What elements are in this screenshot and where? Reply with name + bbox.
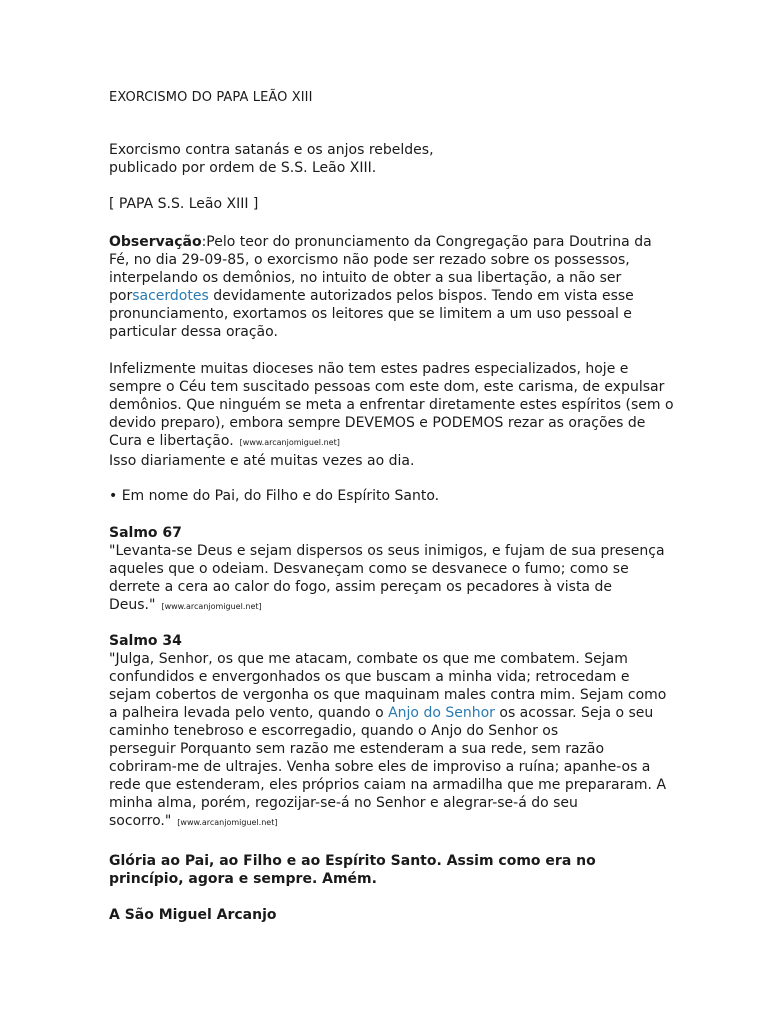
salmo-34-line <box>109 812 669 832</box>
observacao-text: :Pelo teor do pronunciamento da Congregação para Doutrina da <box>201 234 652 250</box>
salmo-34-line: confundidos e envergonhados os que buscam a minha vida; retrocedam e <box>109 669 630 685</box>
infelizmente-line: demônios. Que ninguém se meta a enfrentar diretamente estes espíritos (sem o <box>109 397 674 413</box>
bullet-invocation: • Em nome do Pai, do Filho e do Espírito Santo. <box>109 488 440 504</box>
observacao-line: interpelando os demônios, no intuito de obter a sua libertação, a não ser <box>109 270 622 286</box>
attribution: [ PAPA S.S. Leão XIII ] <box>109 196 259 212</box>
infelizmente-line: Isso diariamente e até muitas vezes ao dia. <box>109 453 415 469</box>
salmo-34-line: sejam cobertos de vergonha os que maquinam males contra mim. Sejam como <box>109 687 667 703</box>
infelizmente-line <box>109 432 669 452</box>
salmo-34-line: caminho tenebroso e escorregadio, quando o Anjo do Senhor os <box>109 723 559 739</box>
sao-miguel-heading: A São Miguel Arcanjo <box>109 907 277 923</box>
salmo-67-section <box>109 524 669 616</box>
salmo-34-line: minha alma, porém, regozijar-se-á no Senhor e alegrar-se-á do seu <box>109 795 578 811</box>
salmo-34-section <box>109 632 669 832</box>
salmo-67-line: aqueles que o odeiam. Desvaneçam como se desvanece o fumo; como se <box>109 561 629 577</box>
salmo-67-line <box>109 596 669 616</box>
salmo-67-heading: Salmo 67 <box>109 525 182 541</box>
infelizmente-paragraph <box>109 360 674 470</box>
observacao-line <box>109 233 669 251</box>
intro-paragraph <box>109 141 669 177</box>
observacao-label: Observação <box>109 234 202 250</box>
salmo-34-line: perseguir Porquanto sem razão me estenderam a sua rede, sem razão <box>109 741 605 757</box>
salmo-34-heading: Salmo 34 <box>109 633 182 649</box>
source-note: [www.arcanjomiguel.net] <box>177 818 278 827</box>
anjo-do-senhor-link[interactable]: Anjo do Senhor <box>388 705 495 721</box>
infelizmente-text: Cura e libertação. <box>109 433 234 449</box>
observacao-line <box>109 287 669 305</box>
observacao-text: devidamente autorizados pelos bispos. Tendo em vista esse <box>208 288 634 304</box>
salmo-34-line <box>109 704 669 722</box>
salmo-34-text: a palheira levada pelo vento, quando o <box>109 705 389 721</box>
infelizmente-line: sempre o Céu tem suscitado pessoas com este dom, este carisma, de expulsar <box>109 379 665 395</box>
sacerdotes-link[interactable]: sacerdotes <box>132 288 209 304</box>
intro-line: publicado por ordem de S.S. Leão XIII. <box>109 160 377 176</box>
observacao-line: particular dessa oração. <box>109 324 278 340</box>
observacao-line: Fé, no dia 29-09-85, o exorcismo não pode ser rezado sobre os possessos, <box>109 252 630 268</box>
source-note: [www.arcanjomiguel.net] <box>239 438 340 447</box>
gloria-prayer <box>109 852 669 888</box>
salmo-34-line: "Julga, Senhor, os que me atacam, combate os que me combatem. Sejam <box>109 651 628 667</box>
salmo-67-text: Deus." <box>109 597 156 613</box>
intro-line: Exorcismo contra satanás e os anjos rebeldes, <box>109 142 434 158</box>
page-title: EXORCISMO DO PAPA LEÃO XIII <box>109 90 313 105</box>
observacao-paragraph <box>109 233 669 341</box>
observacao-line: pronunciamento, exortamos os leitores que se limitem a um uso pessoal e <box>109 306 632 322</box>
source-note: [www.arcanjomiguel.net] <box>161 602 262 611</box>
salmo-34-line: rede que estenderam, eles próprios caiam na armadilha que me prepararam. A <box>109 777 667 793</box>
observacao-text: por <box>109 288 133 304</box>
salmo-34-text: os acossar. Seja o seu <box>494 705 654 721</box>
salmo-67-line: "Levanta-se Deus e sejam dispersos os seus inimigos, e fujam de sua presença <box>109 543 665 559</box>
salmo-34-text: socorro." <box>109 813 172 829</box>
salmo-67-line: derrete a cera ao calor do fogo, assim pereçam os pecadores à vista de <box>109 579 612 595</box>
salmo-34-line: cobriram-me de ultrajes. Venha sobre eles de improviso a ruína; apanhe-os a <box>109 759 651 775</box>
gloria-line: princípio, agora e sempre. Amém. <box>109 871 377 887</box>
infelizmente-line: Infelizmente muitas dioceses não tem estes padres especializados, hoje e <box>109 361 629 377</box>
gloria-line: Glória ao Pai, ao Filho e ao Espírito Santo. Assim como era no <box>109 853 596 869</box>
infelizmente-line: devido preparo), embora sempre DEVEMOS e PODEMOS rezar as orações de <box>109 415 646 431</box>
